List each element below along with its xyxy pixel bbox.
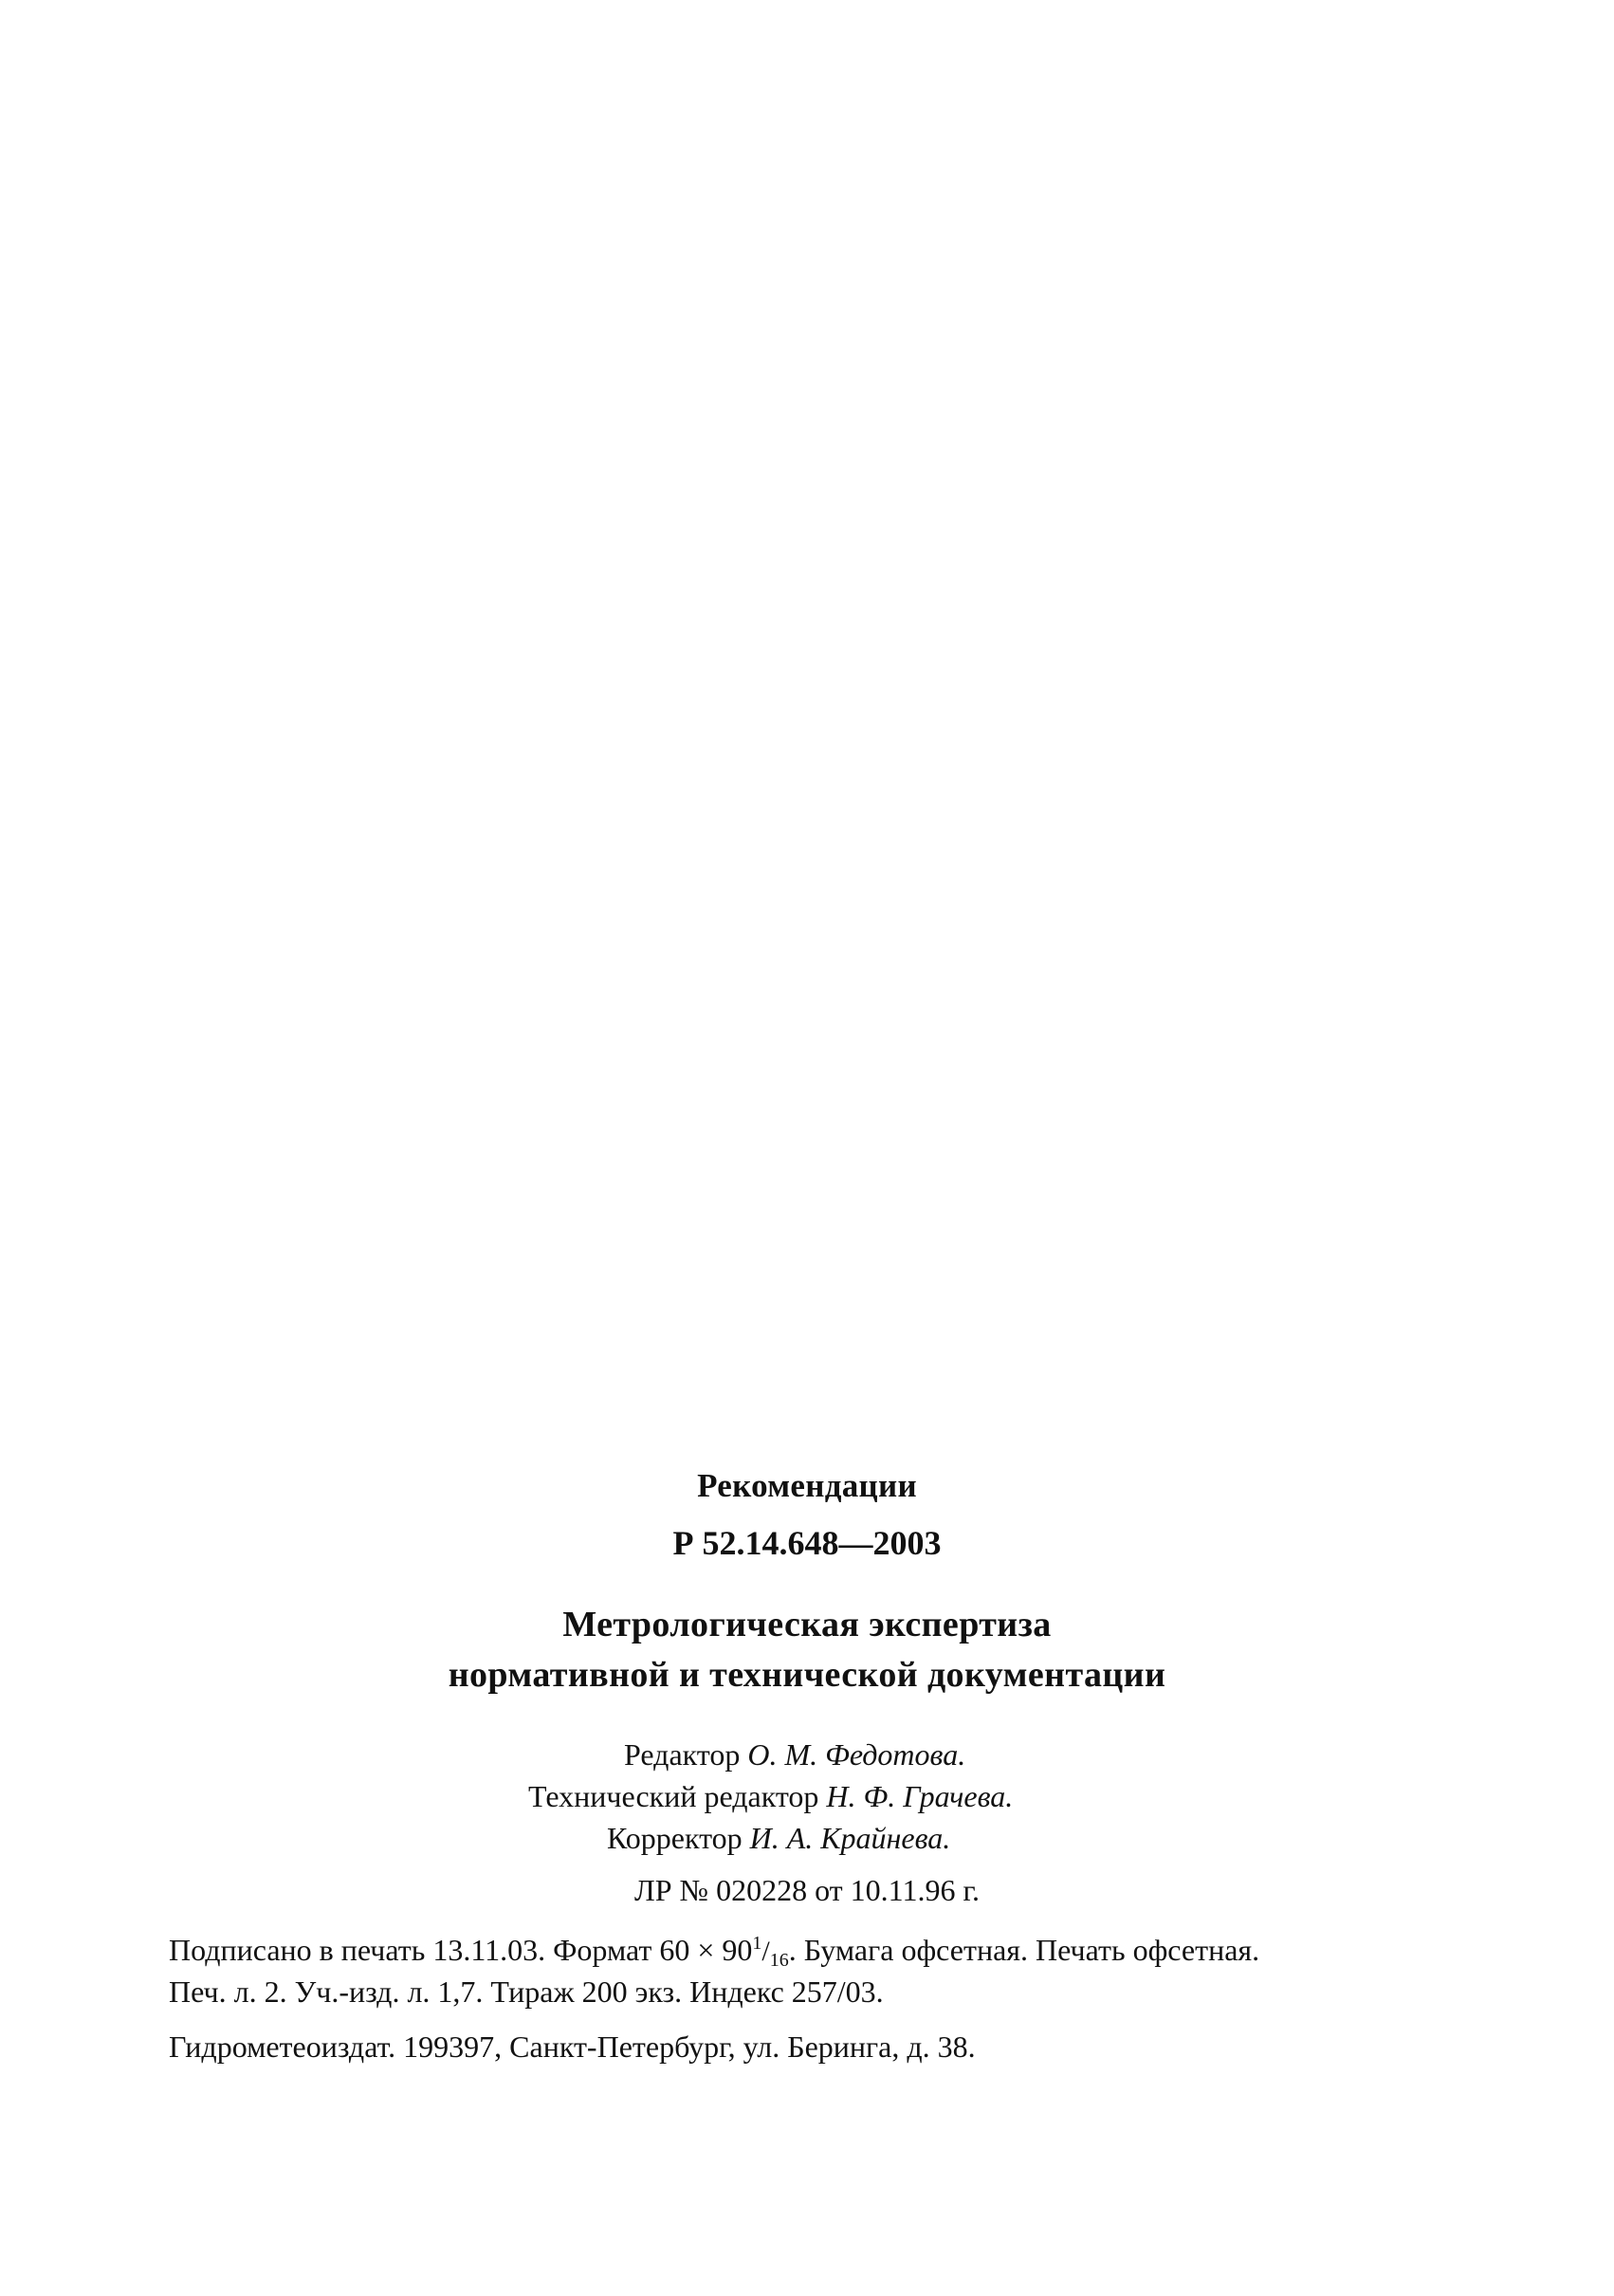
print-signed-suffix: . Бумага офсетная. Печать офсетная. xyxy=(788,1933,1260,1967)
document-title-line-1: Метрологическая экспертиза xyxy=(562,1605,1052,1644)
license-number: ЛР № 020228 от 10.11.96 г. xyxy=(634,1873,980,1907)
staff-role: Редактор xyxy=(624,1737,741,1772)
staff-editor xyxy=(624,1737,965,1773)
staff-role: Корректор xyxy=(607,1821,743,1855)
document-code: Р 52.14.648—2003 xyxy=(672,1524,942,1562)
staff-technical-editor xyxy=(528,1779,1013,1814)
series-label: Рекомендации xyxy=(697,1467,917,1504)
staff-role: Технический редактор xyxy=(528,1779,819,1813)
format-fraction-denominator: 16 xyxy=(769,1950,789,1971)
staff-name: Н. Ф. Грачева. xyxy=(826,1779,1014,1813)
publisher-address: Гидрометеоиздат. 199397, Санкт-Петербург, ул. Беринга, д. 38. xyxy=(169,2030,976,2064)
format-fraction-numerator: 1 xyxy=(752,1933,762,1954)
staff-proofreader xyxy=(607,1821,950,1856)
print-info-line-1 xyxy=(169,1933,1260,1971)
document-title-line-2: нормативной и технической документации xyxy=(448,1655,1166,1695)
print-info-line-2: Печ. л. 2. Уч.-изд. л. 1,7. Тираж 200 экз. Индекс 257/03. xyxy=(169,1975,884,2009)
print-signed-prefix: Подписано в печать 13.11.03. Формат 60 × 90 xyxy=(169,1933,753,1967)
staff-name: О. М. Федотова. xyxy=(747,1737,966,1772)
staff-name: И. А. Крайнева. xyxy=(749,1821,951,1855)
format-fraction-slash: / xyxy=(761,1936,770,1967)
